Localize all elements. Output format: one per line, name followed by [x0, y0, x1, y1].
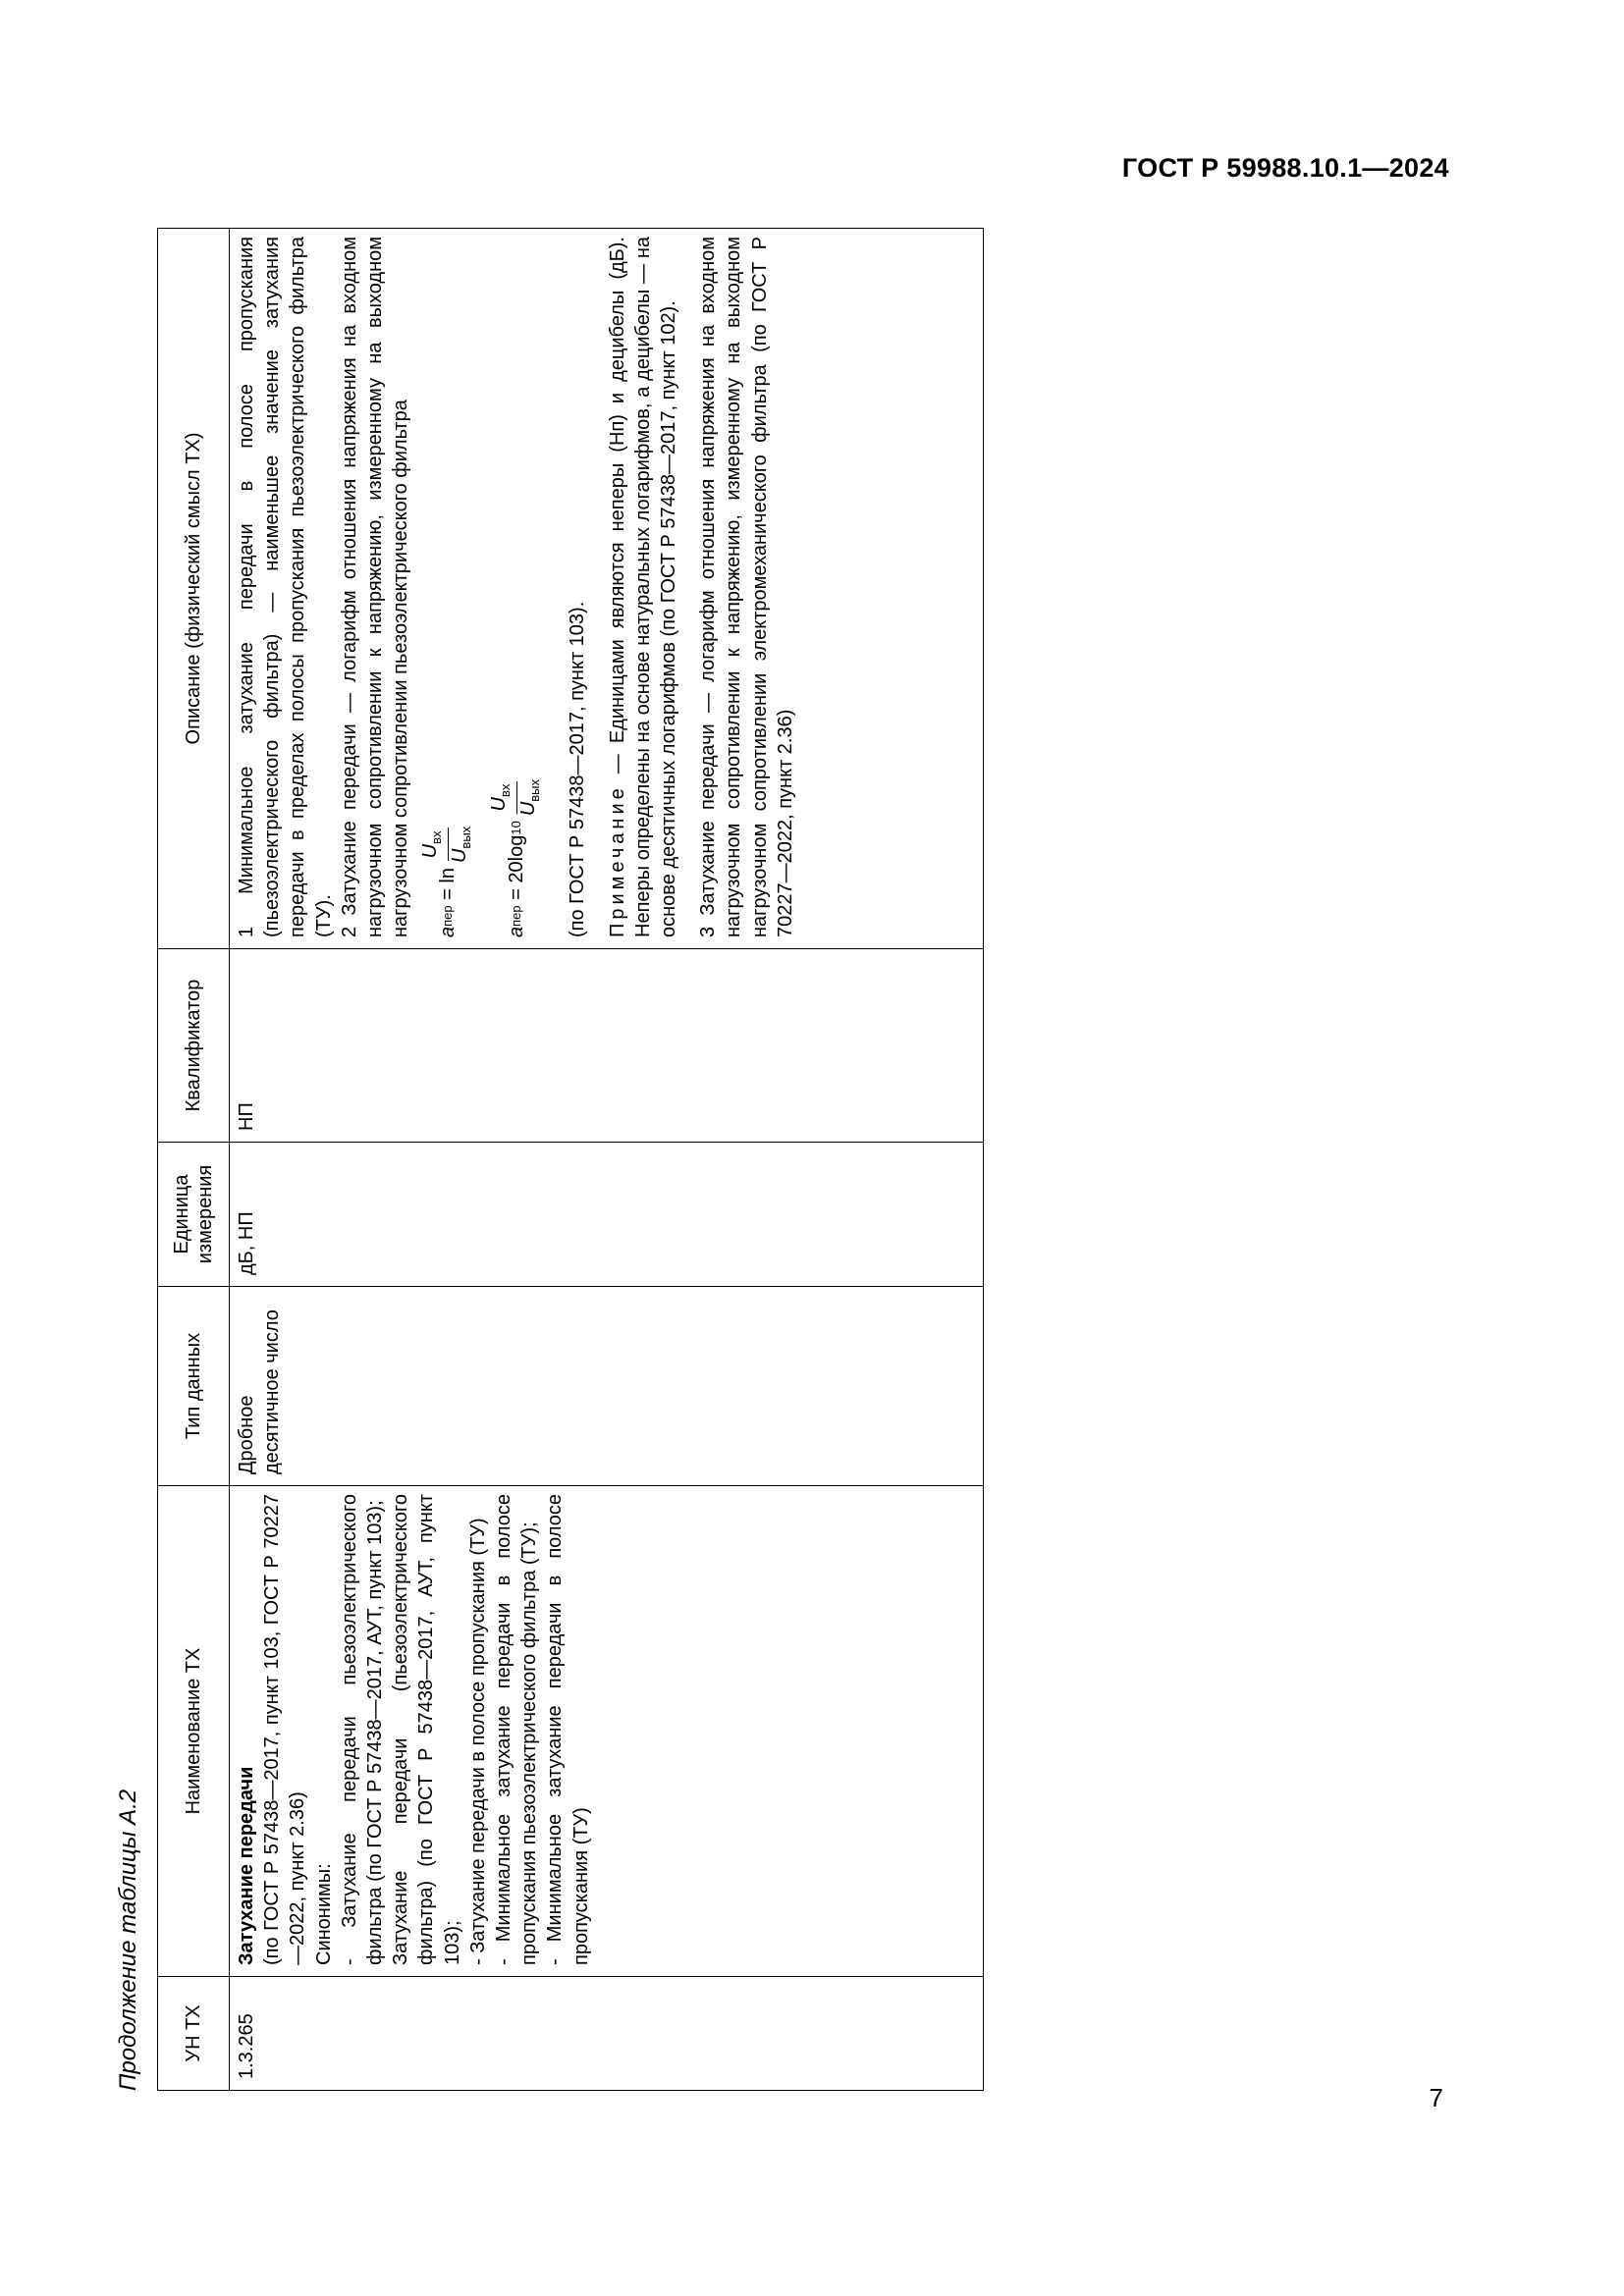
formula-decimal-log: [482, 237, 551, 937]
formula1-operator: = ln: [437, 868, 460, 906]
page-number: 7: [1429, 2083, 1443, 2112]
synonyms-label: Синонимы:: [312, 1863, 335, 1965]
table-caption: Продолжение таблицы А.2: [115, 1789, 141, 2091]
header-unit-line1: Единица: [171, 1174, 192, 1255]
name-reference: (по ГОСТ Р 57438—2017, пункт 103, ГОСТ Р 70227—2022, пункт 2.36): [261, 1494, 309, 1965]
formula2-lhs-var: a: [506, 926, 528, 937]
description-item-3: 3 Затухание передачи — логарифм отношения напряжения на входном нагрузочном сопротивлении к напряжению, измеренному на выходном нагрузочном сопротивлении электромеханического фильтра (по ГОСТ Р 70227—2022, пункт 2.36): [697, 237, 796, 937]
note-label: Примечание: [606, 784, 628, 937]
formula1-fraction: [419, 824, 477, 866]
note-text: — Единицами являются неперы (Нп) и децибелы (дБ). Неперы определены на основе натуральных логарифмов, а децибелы — на основе десятичных логарифмов (по ГОСТ Р 57438—2017, пункт 102).: [606, 237, 680, 937]
header-unit-line2: измерения: [194, 1164, 216, 1264]
formula-natural-log: [413, 237, 482, 937]
formula2-log-base: 10: [509, 821, 524, 835]
cell-qualifier: НП: [230, 949, 984, 1143]
rotated-table-page: [113, 0, 1193, 2091]
table-row: [230, 229, 984, 2091]
formula2-operator: = 20log: [506, 834, 528, 906]
cell-type: Дробное десятичное число: [230, 1287, 984, 1486]
synonym-item: Затухание передачи (пьезоэлектрического фильтра) (по ГОСТ Р 57438—2017, АУТ, пункт 103);: [390, 1494, 463, 1965]
formula1-denominator: $U_{вых}$: [448, 826, 473, 864]
formula1-lhs-var: a: [437, 926, 460, 937]
formula2-fraction: [488, 776, 546, 819]
name-title: Затухание передачи: [236, 1766, 257, 1965]
header-qualifier: Квалификатор: [158, 949, 230, 1143]
header-type: Тип данных: [158, 1287, 230, 1486]
cell-name: [230, 1486, 984, 1977]
header-name: Наименование ТХ: [158, 1486, 230, 1977]
formula2-numerator: $U_{вх}$: [488, 781, 517, 815]
header-description: Описание (физический смысл ТХ): [158, 229, 230, 949]
cell-code: 1.3.265: [230, 1977, 984, 2091]
synonym-item: - Минимальное затухание передачи в полосе пропускания (ТУ): [544, 1494, 592, 1965]
formula2-denominator: $U_{вых}$: [516, 778, 542, 817]
document-id-header: ГОСТ Р 59988.10.1—2024: [1121, 153, 1449, 183]
header-code: УН ТХ: [158, 1977, 230, 2091]
description-item-2: 2 Затухание передачи — логарифм отношения напряжения на входном нагрузочном сопротивлении к напряжению, измеренному на выходном нагрузочном сопротивлении пьезоэлектрического фильтра: [338, 237, 412, 937]
synonym-item: - Затухание передачи пьезоэлектрического фильтра (по ГОСТ Р 57438—2017, АУТ, пункт 103);: [338, 1494, 387, 1965]
description-reference: (по ГОСТ Р 57438—2017, пункт 103).: [567, 601, 589, 937]
description-item-1: 1 Минимальное затухание передачи в полосе пропускания (пьезоэлектрического фильтра) — наименьшее значение затухания передачи в пределах полосы пропускания пьезоэлектрического фильтра (ТУ).: [236, 237, 335, 937]
characteristics-table: [157, 228, 984, 2091]
cell-unit: дБ, НП: [230, 1143, 984, 1287]
table-header-row: [158, 229, 230, 2091]
formula1-lhs-sub: пер: [440, 905, 456, 927]
formula2-lhs-sub: пер: [509, 905, 524, 927]
description-note: [605, 237, 682, 937]
synonym-item: - Минимальное затухание передачи в полосе пропускания пьезоэлектрического фильтра (ТУ);: [493, 1494, 541, 1965]
formula1-numerator: $U_{вх}$: [419, 828, 449, 861]
synonym-item: - Затухание передачи в полосе пропускания (ТУ): [466, 1518, 489, 1965]
cell-description: [230, 229, 984, 949]
header-unit: [158, 1143, 230, 1287]
